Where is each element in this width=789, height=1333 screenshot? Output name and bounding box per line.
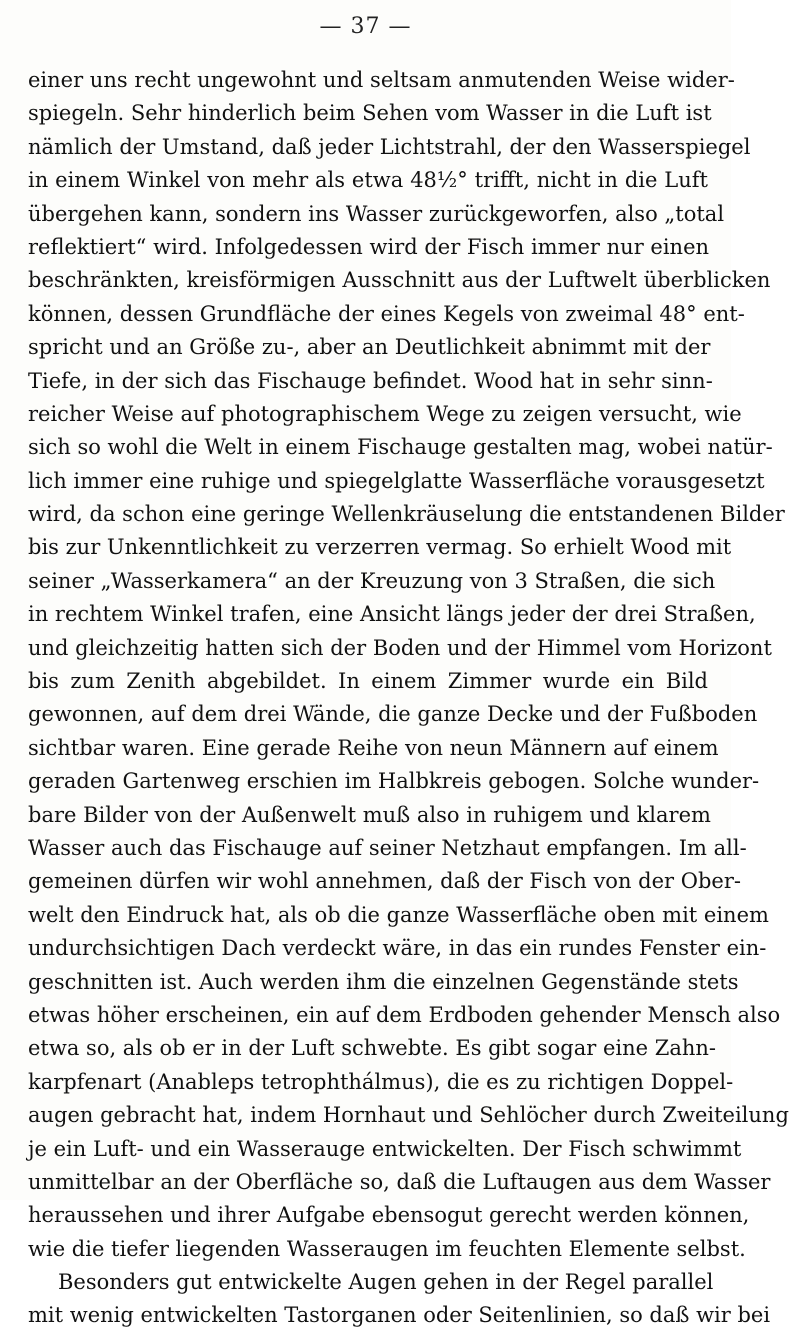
text-line-8: können, dessen Grundfläche der eines Kegels von zweimal 48° ent-	[28, 301, 745, 326]
text-line-26: welt den Eindruck hat, als ob die ganze Wasserfläche oben mit einem	[28, 902, 769, 927]
text-line-23: bare Bilder von der Außenwelt muß also in ruhigem und klarem	[28, 802, 711, 827]
text-line-15: bis zur Unkenntlichkeit zu verzerren vermag. So erhielt Wood mit	[28, 535, 732, 560]
text-line-31: karpfenart (Anableps tetrophthálmus), die es zu richtigen Doppel-	[28, 1069, 734, 1094]
page-number: — 37 —	[319, 14, 412, 39]
text-line-24: Wasser auch das Fischauge auf seiner Netzhaut empfangen. Im all-	[28, 835, 747, 860]
text-line-10: Tiefe, in der sich das Fischauge befindet. Wood hat in sehr sinn-	[28, 368, 713, 393]
text-line-14: wird, da schon eine geringe Wellenkräuselung die entstandenen Bilder	[28, 502, 785, 527]
text-line-22: geraden Gartenweg erschien im Halbkreis gebogen. Solche wunder-	[28, 769, 760, 794]
text-line-36: wie die tiefer liegenden Wasseraugen im feuchten Elemente selbst.	[28, 1236, 746, 1261]
text-line-4: in einem Winkel von mehr als etwa 48½° trifft, nicht in die Luft	[28, 168, 708, 193]
text-line-7: beschränkten, kreisförmigen Ausschnitt aus der Luftwelt überblicken	[28, 268, 771, 293]
text-line-2: spiegeln. Sehr hinderlich beim Sehen vom Wasser in die Luft ist	[28, 101, 712, 126]
text-line-19: bis zum Zenith abgebildet. In einem Zimmer wurde ein Bild	[28, 669, 708, 694]
text-line-32: augen gebracht hat, indem Hornhaut und Sehlöcher durch Zweiteilung	[28, 1103, 789, 1128]
text-line-29: etwas höher erscheinen, ein auf dem Erdboden gehender Mensch also	[28, 1002, 781, 1027]
text-line-5: übergehen kann, sondern ins Wasser zurückgeworfen, also „total	[28, 201, 725, 226]
text-line-34: unmittelbar an der Oberfläche so, daß die Luftaugen aus dem Wasser	[28, 1169, 771, 1194]
body-text	[28, 64, 789, 1333]
text-line-1: einer uns recht ungewohnt und seltsam anmutenden Weise wider-	[28, 68, 735, 92]
text-line-3: nämlich der Umstand, daß jeder Lichtstrahl, der den Wasserspiegel	[28, 134, 751, 159]
text-line-6: reflektiert“ wird. Infolgedessen wird der Fisch immer nur einen	[28, 234, 710, 259]
text-line-20: gewonnen, auf dem drei Wände, die ganze Decke und der Fußboden	[28, 702, 758, 727]
text-line-12: sich so wohl die Welt in einem Fischauge gestalten mag, wobei natür-	[28, 435, 773, 460]
text-line-37: Besonders gut entwickelte Augen gehen in der Regel parallel	[58, 1270, 714, 1295]
text-line-38: mit wenig entwickelten Tastorganen oder Seitenlinien, so daß wir bei	[28, 1303, 771, 1328]
text-line-33: je ein Luft- und ein Wasserauge entwickelten. Der Fisch schwimmt	[28, 1136, 742, 1161]
text-line-30: etwa so, als ob er in der Luft schwebte. Es gibt sogar eine Zahn-	[28, 1036, 717, 1061]
text-line-13: lich immer eine ruhige und spiegelglatte Wasserfläche vorausgesetzt	[28, 468, 765, 493]
text-line-9: spricht und an Größe zu-, aber an Deutlichkeit abnimmt mit der	[28, 335, 711, 360]
text-line-16: seiner „Wasserkamera“ an der Kreuzung von 3 Straßen, die sich	[28, 568, 716, 593]
text-line-28: geschnitten ist. Auch werden ihm die einzelnen Gegenstände stets	[28, 969, 739, 994]
text-line-21: sichtbar waren. Eine gerade Reihe von neun Männern auf einem	[28, 735, 719, 760]
text-line-25: gemeinen dürfen wir wohl annehmen, daß der Fisch von der Ober-	[28, 869, 741, 894]
text-line-18: und gleichzeitig hatten sich der Boden und der Himmel vom Horizont	[28, 635, 772, 660]
text-line-17: in rechtem Winkel trafen, eine Ansicht längs jeder der drei Straßen,	[28, 602, 756, 627]
text-line-35: heraussehen und ihrer Aufgabe ebensogut gerecht werden können,	[28, 1203, 750, 1228]
text-line-27: undurchsichtigen Dach verdeckt wäre, in das ein rundes Fenster ein-	[28, 936, 767, 961]
text-line-11: reicher Weise auf photographischem Wege zu zeigen versucht, wie	[28, 401, 742, 426]
